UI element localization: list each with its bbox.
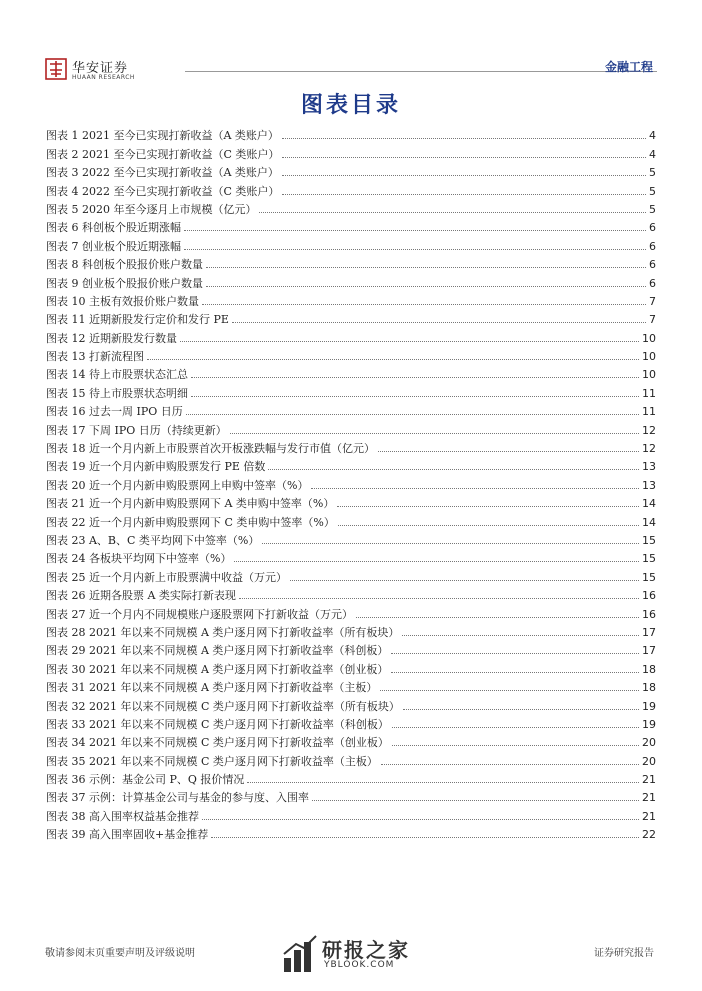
toc-item[interactable] xyxy=(46,381,656,399)
toc-item[interactable] xyxy=(46,823,656,841)
toc-item[interactable] xyxy=(46,602,656,620)
toc-item-page[interactable]: 15 xyxy=(642,533,656,547)
toc-item[interactable] xyxy=(46,768,656,786)
toc-item-page[interactable]: 5 xyxy=(649,202,656,216)
toc-leader-dots xyxy=(378,450,639,452)
toc-item[interactable] xyxy=(46,234,656,252)
toc-item-label[interactable]: 图表 20 近一个月内新申购股票网上申购中签率（%） xyxy=(46,478,309,492)
toc-item-page[interactable]: 12 xyxy=(642,442,656,456)
toc-item[interactable] xyxy=(46,713,656,731)
toc-item-label[interactable]: 图表 24 各板块平均网下中签率（%） xyxy=(46,552,232,566)
toc-item[interactable] xyxy=(46,455,656,473)
toc-item[interactable] xyxy=(46,749,656,767)
toc-item[interactable] xyxy=(46,694,656,712)
toc-item-page[interactable]: 13 xyxy=(642,478,656,492)
toc-title: 图表目录 xyxy=(300,92,401,118)
toc-leader-dots xyxy=(311,487,639,489)
toc-item-page[interactable]: 7 xyxy=(649,313,656,327)
toc-leader-dots xyxy=(184,229,646,231)
toc-item-page[interactable]: 6 xyxy=(649,258,656,272)
toc-item[interactable] xyxy=(46,510,656,528)
toc-item-page[interactable]: 5 xyxy=(649,184,656,198)
toc-item-label[interactable]: 图表 10 主板有效报价账户数量 xyxy=(46,294,199,308)
footer-disclaimer: 敬请参阅末页重要声明及评级说明 xyxy=(45,948,195,959)
toc-item[interactable] xyxy=(46,657,656,675)
toc-item-page[interactable]: 5 xyxy=(649,166,656,180)
toc-item-page[interactable]: 16 xyxy=(642,589,656,603)
toc-item[interactable] xyxy=(46,529,656,547)
toc-item-label[interactable]: 图表 28 2021 年以来不同规模 A 类户逐月网下打新收益率（所有板块） xyxy=(46,625,400,639)
toc-item-page[interactable]: 15 xyxy=(642,552,656,566)
toc-item-page[interactable]: 10 xyxy=(642,331,656,345)
toc-item-label[interactable]: 图表 4 2022 至今已实现打新收益（C 类账户） xyxy=(46,184,280,198)
toc-item-label[interactable]: 图表 25 近一个月内新上市股票满中收益（万元） xyxy=(46,570,287,584)
toc-leader-dots xyxy=(403,708,639,710)
toc-leader-dots xyxy=(268,468,639,470)
section-label: 金融工程 xyxy=(604,60,653,74)
huaan-logo-icon xyxy=(45,58,67,80)
toc-item-label[interactable]: 图表 18 近一个月内新上市股票首次开板涨跌幅与发行市值（亿元） xyxy=(46,442,375,456)
toc-item[interactable] xyxy=(46,804,656,822)
toc-item-label[interactable]: 图表 30 2021 年以来不同规模 A 类户逐月网下打新收益率（创业板） xyxy=(46,662,389,676)
toc-item-label[interactable]: 图表 1 2021 至今已实现打新收益（A 类账户） xyxy=(46,129,279,143)
watermark-text: 研报之家 xyxy=(322,938,410,962)
toc-item-label[interactable]: 图表 23 A、B、C 类平均网下中签率（%） xyxy=(46,533,260,547)
toc-leader-dots xyxy=(191,395,639,397)
toc-leader-dots xyxy=(392,726,639,728)
toc-item-page[interactable]: 21 xyxy=(642,773,656,787)
watermark xyxy=(282,932,442,978)
toc-item-label[interactable]: 图表 37 示例：计算基金公司与基金的参与度、入围率 xyxy=(46,791,309,805)
toc-item-page[interactable]: 21 xyxy=(642,809,656,823)
toc-leader-dots xyxy=(282,193,646,195)
toc-leader-dots xyxy=(381,763,639,765)
toc-leader-dots xyxy=(186,413,639,415)
toc-leader-dots xyxy=(230,432,639,434)
toc-item-label[interactable]: 图表 38 高入围率权益基金推荐 xyxy=(46,809,199,823)
toc-item-label[interactable]: 图表 34 2021 年以来不同规模 C 类户逐月网下打新收益率（创业板） xyxy=(46,736,389,750)
toc-item-label[interactable]: 图表 39 高入围率固收+基金推荐 xyxy=(46,828,209,842)
toc-leader-dots xyxy=(282,156,646,158)
toc-leader-dots xyxy=(206,285,646,287)
toc-item-label[interactable]: 图表 5 2020 年至今逐月上市规模（亿元） xyxy=(46,202,257,216)
toc-item-label[interactable]: 图表 29 2021 年以来不同规模 A 类户逐月网下打新收益率（科创板） xyxy=(46,644,389,658)
toc-item-page[interactable]: 6 xyxy=(649,276,656,290)
watermark-logo-icon xyxy=(282,934,318,974)
toc-leader-dots xyxy=(402,634,639,636)
toc-leader-dots xyxy=(234,560,639,562)
toc-item-page[interactable]: 16 xyxy=(642,607,656,621)
watermark-url: YBLOOK.COM xyxy=(324,960,395,970)
toc-item-page[interactable]: 22 xyxy=(642,828,656,842)
toc-item[interactable] xyxy=(46,437,656,455)
toc-item-label[interactable]: 图表 26 近期各股票 A 类实际打新表现 xyxy=(46,589,236,603)
toc-item-page[interactable]: 17 xyxy=(642,625,656,639)
toc-leader-dots xyxy=(337,505,639,507)
toc-leader-dots xyxy=(356,616,639,618)
toc-leader-dots xyxy=(247,781,639,783)
toc-item-page[interactable]: 14 xyxy=(642,515,656,529)
toc-leader-dots xyxy=(338,524,639,526)
toc-item[interactable] xyxy=(46,326,656,344)
toc-leader-dots xyxy=(211,836,639,838)
toc-item[interactable] xyxy=(46,565,656,583)
toc-item-page[interactable]: 19 xyxy=(642,717,656,731)
toc-item[interactable] xyxy=(46,308,656,326)
toc-leader-dots xyxy=(290,579,639,581)
toc-item-page[interactable]: 11 xyxy=(642,386,656,400)
toc-item-label[interactable]: 图表 3 2022 至今已实现打新收益（A 类账户） xyxy=(46,166,279,180)
toc-item-page[interactable]: 20 xyxy=(642,754,656,768)
toc-item-page[interactable]: 4 xyxy=(649,147,656,161)
toc-item-page[interactable]: 21 xyxy=(642,791,656,805)
toc-item[interactable] xyxy=(46,198,656,216)
toc-item-label[interactable]: 图表 6 科创板个股近期涨幅 xyxy=(46,221,181,235)
toc-leader-dots xyxy=(392,744,639,746)
toc-item[interactable] xyxy=(46,621,656,639)
toc-item-label[interactable]: 图表 35 2021 年以来不同规模 C 类户逐月网下打新收益率（主板） xyxy=(46,754,378,768)
toc-item[interactable] xyxy=(46,142,656,160)
toc-item[interactable] xyxy=(46,253,656,271)
toc-item[interactable] xyxy=(46,363,656,381)
page-header xyxy=(45,52,657,86)
toc-item-page[interactable]: 18 xyxy=(642,681,656,695)
toc-list xyxy=(46,124,656,841)
toc-item[interactable] xyxy=(46,786,656,804)
toc-item-page[interactable]: 10 xyxy=(642,350,656,364)
toc-item-page[interactable]: 4 xyxy=(649,129,656,143)
toc-item-label[interactable]: 图表 16 过去一周 IPO 日历 xyxy=(46,405,183,419)
toc-item-page[interactable]: 13 xyxy=(642,460,656,474)
toc-item-label[interactable]: 图表 8 科创板个股报价账户数量 xyxy=(46,258,203,272)
toc-leader-dots xyxy=(239,597,639,599)
toc-item-label[interactable]: 图表 13 打新流程图 xyxy=(46,350,144,364)
company-name: 华安证券 xyxy=(72,61,129,76)
toc-item[interactable] xyxy=(46,584,656,602)
toc-leader-dots xyxy=(282,174,646,176)
toc-item-label[interactable]: 图表 27 近一个月内不同规模账户逐股票网下打新收益（万元） xyxy=(46,607,353,621)
toc-leader-dots xyxy=(184,248,646,250)
toc-item-page[interactable]: 20 xyxy=(642,736,656,750)
toc-item-label[interactable]: 图表 15 待上市股票状态明细 xyxy=(46,386,188,400)
toc-leader-dots xyxy=(259,211,646,213)
toc-leader-dots xyxy=(282,137,646,139)
toc-item[interactable] xyxy=(46,124,656,142)
toc-leader-dots xyxy=(202,303,646,305)
toc-item-page[interactable]: 10 xyxy=(642,368,656,382)
toc-item[interactable] xyxy=(46,179,656,197)
toc-item[interactable] xyxy=(46,473,656,491)
toc-item[interactable] xyxy=(46,400,656,418)
toc-item-label[interactable]: 图表 36 示例：基金公司 P、Q 报价情况 xyxy=(46,773,245,787)
toc-item-page[interactable]: 15 xyxy=(642,570,656,584)
toc-item-label[interactable]: 图表 2 2021 至今已实现打新收益（C 类账户） xyxy=(46,147,280,161)
toc-item-page[interactable]: 12 xyxy=(642,423,656,437)
toc-item-label[interactable]: 图表 14 待上市股票状态汇总 xyxy=(46,368,188,382)
toc-item-label[interactable]: 图表 32 2021 年以来不同规模 C 类户逐月网下打新收益率（所有板块） xyxy=(46,699,400,713)
toc-leader-dots xyxy=(191,376,639,378)
toc-item[interactable] xyxy=(46,271,656,289)
toc-leader-dots xyxy=(262,542,639,544)
toc-leader-dots xyxy=(380,689,639,691)
toc-item-page[interactable]: 6 xyxy=(649,221,656,235)
header-divider xyxy=(185,71,657,72)
toc-item-page[interactable]: 11 xyxy=(642,405,656,419)
toc-item-label[interactable]: 图表 11 近期新股发行定价和发行 PE xyxy=(46,313,229,327)
toc-item-page[interactable]: 19 xyxy=(642,699,656,713)
toc-item-page[interactable]: 7 xyxy=(649,294,656,308)
toc-item-label[interactable]: 图表 9 创业板个股报价账户数量 xyxy=(46,276,203,290)
toc-leader-dots xyxy=(391,652,639,654)
toc-item-label[interactable]: 图表 19 近一个月内新申购股票发行 PE 倍数 xyxy=(46,460,266,474)
footer-report-type: 证券研究报告 xyxy=(594,948,654,959)
toc-item-label[interactable]: 图表 31 2021 年以来不同规模 A 类户逐月网下打新收益率（主板） xyxy=(46,681,378,695)
toc-item-label[interactable]: 图表 17 下周 IPO 日历（持续更新） xyxy=(46,423,227,437)
toc-item[interactable] xyxy=(46,731,656,749)
toc-item-label[interactable]: 图表 22 近一个月内新申购股票网下 C 类申购中签率（%） xyxy=(46,515,335,529)
toc-item-page[interactable]: 18 xyxy=(642,662,656,676)
toc-leader-dots xyxy=(391,671,639,673)
toc-leader-dots xyxy=(147,358,639,360)
toc-item[interactable] xyxy=(46,216,656,234)
toc-item-page[interactable]: 17 xyxy=(642,644,656,658)
toc-item[interactable] xyxy=(46,345,656,363)
toc-leader-dots xyxy=(206,266,646,268)
toc-leader-dots xyxy=(202,818,639,820)
toc-item[interactable] xyxy=(46,290,656,308)
toc-item-label[interactable]: 图表 33 2021 年以来不同规模 C 类户逐月网下打新收益率（科创板） xyxy=(46,717,389,731)
toc-item-label[interactable]: 图表 7 创业板个股近期涨幅 xyxy=(46,239,181,253)
toc-item-label[interactable]: 图表 21 近一个月内新申购股票网下 A 类申购中签率（%） xyxy=(46,497,335,511)
toc-item[interactable] xyxy=(46,161,656,179)
toc-leader-dots xyxy=(312,799,639,801)
toc-item-label[interactable]: 图表 12 近期新股发行数量 xyxy=(46,331,177,345)
toc-item[interactable] xyxy=(46,418,656,436)
toc-item[interactable] xyxy=(46,639,656,657)
toc-item[interactable] xyxy=(46,492,656,510)
toc-leader-dots xyxy=(180,340,639,342)
toc-item-page[interactable]: 14 xyxy=(642,497,656,511)
toc-leader-dots xyxy=(232,321,646,323)
company-name-en: HUAAN RESEARCH xyxy=(72,74,135,81)
toc-item[interactable] xyxy=(46,676,656,694)
toc-item-page[interactable]: 6 xyxy=(649,239,656,253)
toc-item[interactable] xyxy=(46,547,656,565)
